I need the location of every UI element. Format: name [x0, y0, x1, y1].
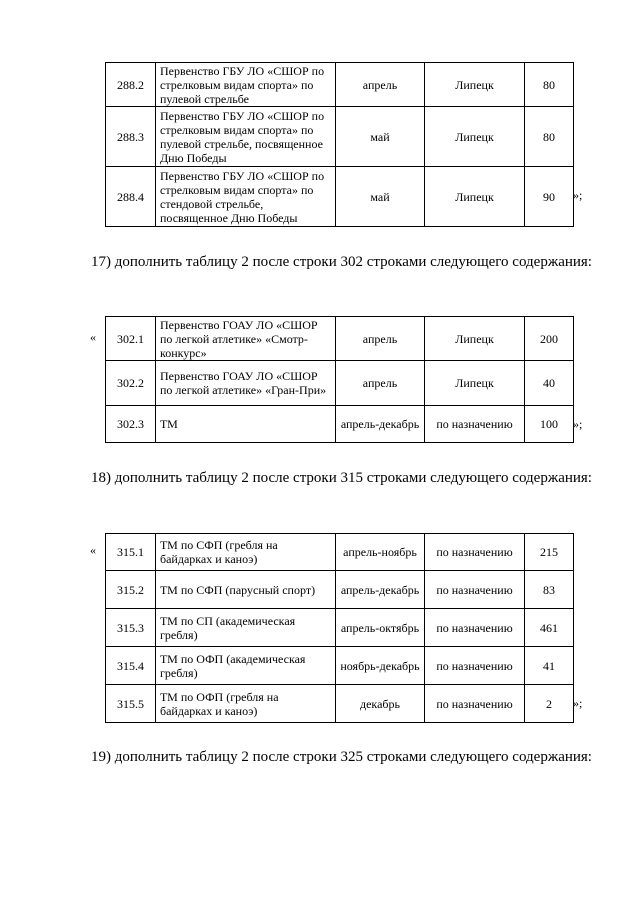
paragraph-text: 19) дополнить таблицу 2 после строки 325 строками следующего содержания: — [91, 749, 592, 765]
table-row — [106, 317, 574, 361]
event-quantity: 2 — [525, 685, 574, 723]
event-name: ТМ по СФП (парусный спорт) — [156, 571, 336, 609]
event-quantity: 200 — [525, 317, 574, 361]
event-place: по назначению — [425, 406, 525, 443]
event-name: ТМ по ОФП (гребля на байдарках и каноэ) — [156, 685, 336, 723]
event-name: ТМ по СП (академическая гребля) — [156, 609, 336, 647]
row-number: 315.3 — [106, 609, 156, 647]
event-date: апрель-декабрь — [336, 406, 425, 443]
row-number: 302.1 — [106, 317, 156, 361]
event-date: май — [336, 167, 425, 227]
table-row — [106, 167, 574, 227]
table-row — [106, 534, 574, 571]
event-date: апрель-октябрь — [336, 609, 425, 647]
paragraph-17 — [91, 252, 593, 273]
event-date: апрель-декабрь — [336, 571, 425, 609]
table-302 — [105, 316, 574, 443]
row-number: 288.3 — [106, 107, 156, 167]
event-quantity: 461 — [525, 609, 574, 647]
event-name: ТМ по СФП (гребля на байдарках и каноэ) — [156, 534, 336, 571]
row-number: 315.4 — [106, 647, 156, 685]
event-quantity: 90 — [525, 167, 574, 227]
event-date: ноябрь-декабрь — [336, 647, 425, 685]
row-number: 315.2 — [106, 571, 156, 609]
event-name: Первенство ГОАУ ЛО «СШОР по легкой атлетике» «Гран-При» — [156, 361, 336, 406]
row-number: 315.5 — [106, 685, 156, 723]
closing-quote-mark: »; — [573, 417, 583, 431]
opening-quote-mark: « — [90, 330, 96, 344]
event-quantity: 215 — [525, 534, 574, 571]
event-place: по назначению — [425, 685, 525, 723]
event-date: апрель — [336, 361, 425, 406]
table-row — [106, 571, 574, 609]
event-quantity: 80 — [525, 63, 574, 107]
table-288 — [105, 62, 574, 227]
event-quantity: 83 — [525, 571, 574, 609]
event-name: Первенство ГБУ ЛО «СШОР по стрелковым видам спорта» по стендовой стрельбе, посвященное Дню Победы — [156, 167, 336, 227]
event-date: декабрь — [336, 685, 425, 723]
event-place: Липецк — [425, 317, 525, 361]
row-number: 315.1 — [106, 534, 156, 571]
event-quantity: 80 — [525, 107, 574, 167]
event-name: Первенство ГБУ ЛО «СШОР по стрелковым видам спорта» по пулевой стрельбе, посвященное Дню Победы — [156, 107, 336, 167]
event-place: по назначению — [425, 647, 525, 685]
paragraph-18 — [91, 468, 593, 489]
paragraph-text: 18) дополнить таблицу 2 после строки 315 строками следующего содержания: — [91, 470, 592, 486]
event-quantity: 41 — [525, 647, 574, 685]
event-date: май — [336, 107, 425, 167]
event-place: Липецк — [425, 63, 525, 107]
event-name: Первенство ГБУ ЛО «СШОР по стрелковым видам спорта» по пулевой стрельбе — [156, 63, 336, 107]
row-number: 288.2 — [106, 63, 156, 107]
event-place: Липецк — [425, 107, 525, 167]
table-row — [106, 361, 574, 406]
table-row — [106, 609, 574, 647]
row-number: 288.4 — [106, 167, 156, 227]
row-number: 302.3 — [106, 406, 156, 443]
event-date: апрель — [336, 63, 425, 107]
event-place: по назначению — [425, 609, 525, 647]
table-row — [106, 406, 574, 443]
closing-quote-mark: »; — [573, 696, 583, 710]
event-place: по назначению — [425, 571, 525, 609]
table-row — [106, 107, 574, 167]
event-place: по назначению — [425, 534, 525, 571]
table-row — [106, 63, 574, 107]
event-place: Липецк — [425, 361, 525, 406]
paragraph-text: 17) дополнить таблицу 2 после строки 302 строками следующего содержания: — [91, 254, 592, 270]
event-name: ТМ по ОФП (академическая гребля) — [156, 647, 336, 685]
row-number: 302.2 — [106, 361, 156, 406]
event-name: ТМ — [156, 406, 336, 443]
event-name: Первенство ГОАУ ЛО «СШОР по легкой атлетике» «Смотр-конкурс» — [156, 317, 336, 361]
table-row — [106, 685, 574, 723]
event-quantity: 100 — [525, 406, 574, 443]
paragraph-19 — [91, 747, 593, 768]
table-315 — [105, 533, 574, 723]
event-place: Липецк — [425, 167, 525, 227]
closing-quote-mark: »; — [573, 188, 583, 202]
table-row — [106, 647, 574, 685]
event-date: апрель — [336, 317, 425, 361]
event-date: апрель-ноябрь — [336, 534, 425, 571]
opening-quote-mark: « — [90, 543, 96, 557]
event-quantity: 40 — [525, 361, 574, 406]
